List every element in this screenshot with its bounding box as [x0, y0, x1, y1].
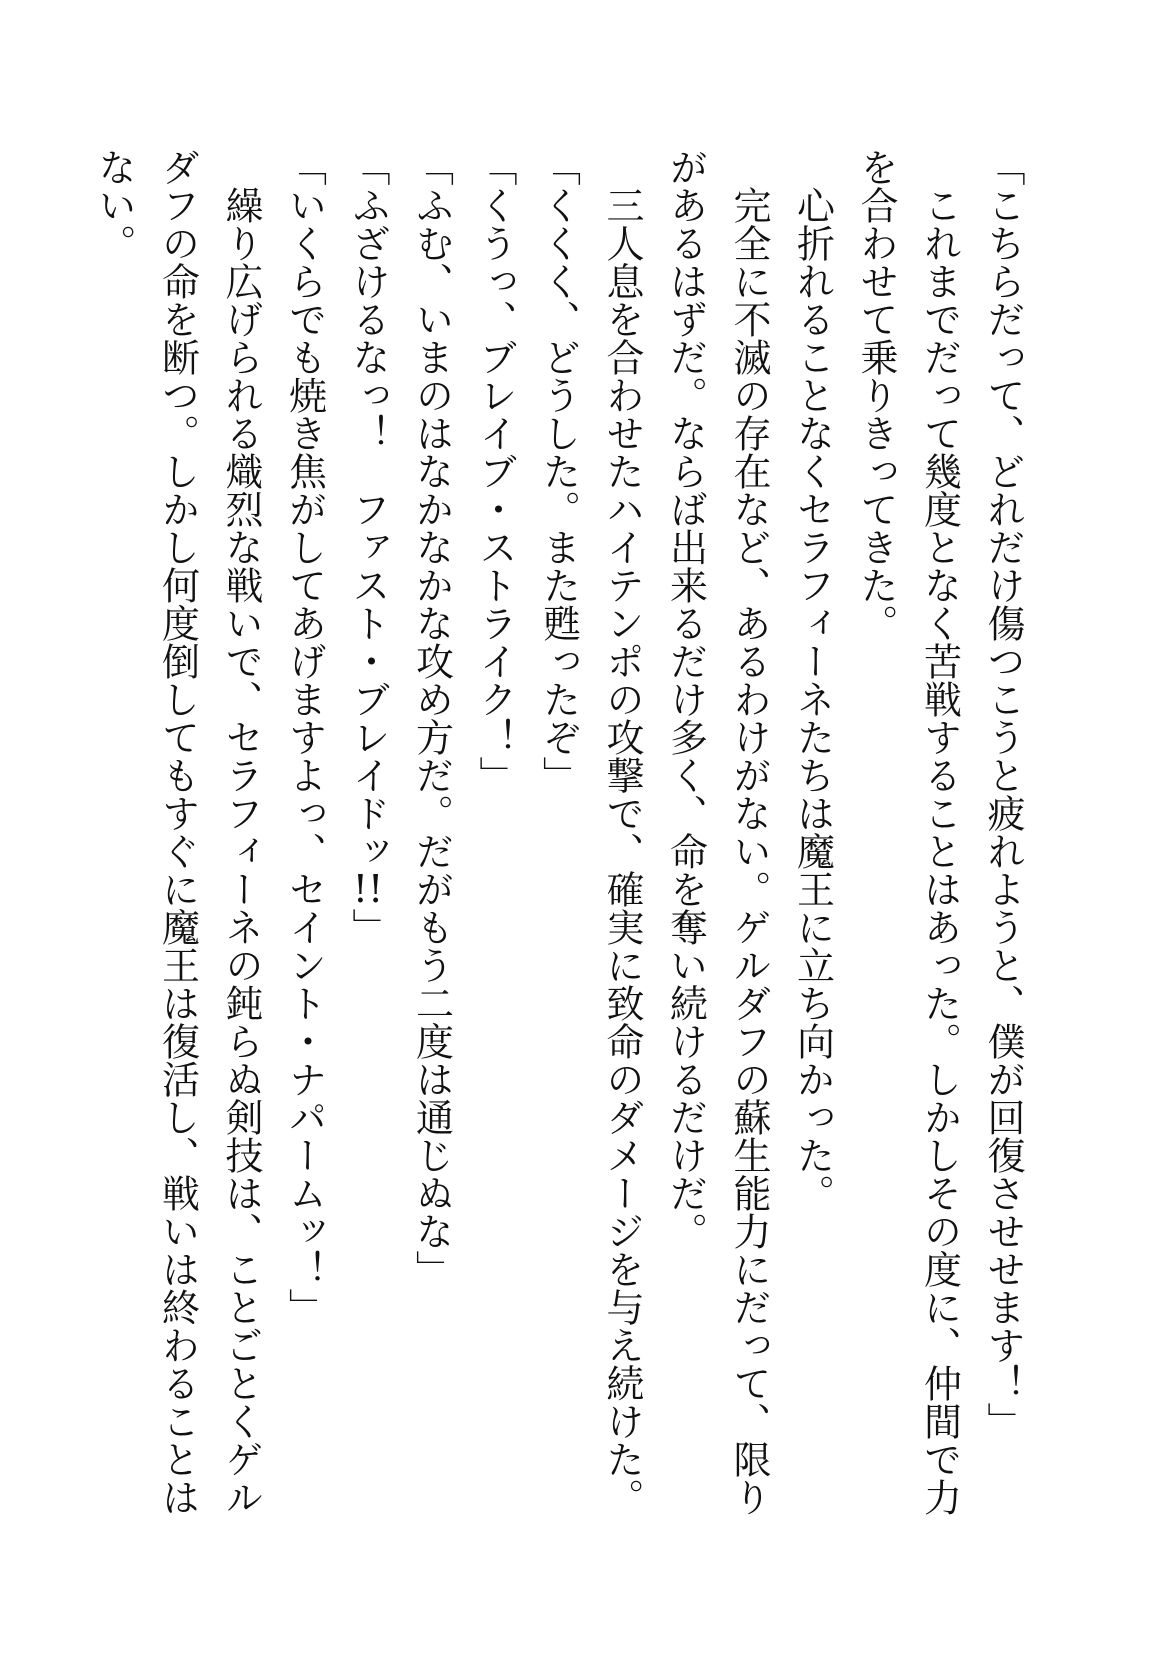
text-line-3: を合わせて乗りきってきた。 [854, 148, 898, 642]
text-line-9: 「くうっ、ブレイブ・ストライク！」 [473, 148, 517, 794]
text-line-8: 「くくく、どうした。また甦ったぞ」 [536, 148, 581, 794]
text-line-13: 繰り広げられる熾烈な戦いで、セラフィーネの鈍らぬ剣技は、ことごとくゲル [219, 148, 263, 1516]
text-line-10: 「ふむ、いまのはなかなかな攻め方だ。だがもう二度は通じぬな」 [409, 148, 454, 1288]
text-line-11-main: 「ふざけるなっ！ ファスト・ブレイドッ [346, 148, 390, 870]
text-line-12: 「いくらでも焼き焦がしてあげますよっ、セイント・ナパームッ！」 [282, 148, 327, 1326]
text-line-14: ダフの命を断つ。しかし何度倒してもすぐに魔王は復活し、戦いは終わることは [155, 148, 200, 1516]
text-line-4: 心折れることなくセラフィーネたちは魔王に立ち向かった。 [790, 148, 835, 1212]
text-line-1: 「こちらだって、どれだけ傷つこうと疲れようと、僕が回復させせます！」 [981, 148, 1025, 1440]
double-exclamation: !! [352, 870, 384, 908]
text-line-5: 完全に不滅の存在など、あるわけがない。ゲルダフの蘇生能力にだって、限り [727, 148, 771, 1516]
text-line-11 [336, 148, 400, 1588]
text-line-6: があるはずだ。ならば出来るだけ多く、命を奪い続けるだけだ。 [663, 148, 708, 1250]
text-line-15: ない。 [92, 148, 136, 262]
text-line-7: 三人息を合わせたハイテンポの攻撃で、確実に致命のダメージを与え続けた。 [600, 148, 644, 1516]
closing-bracket: 」 [346, 908, 390, 946]
body-text [82, 148, 1035, 1588]
text-line-2: これまでだって幾度となく苦戦することはあった。しかしその度に、仲間で力 [917, 148, 962, 1516]
